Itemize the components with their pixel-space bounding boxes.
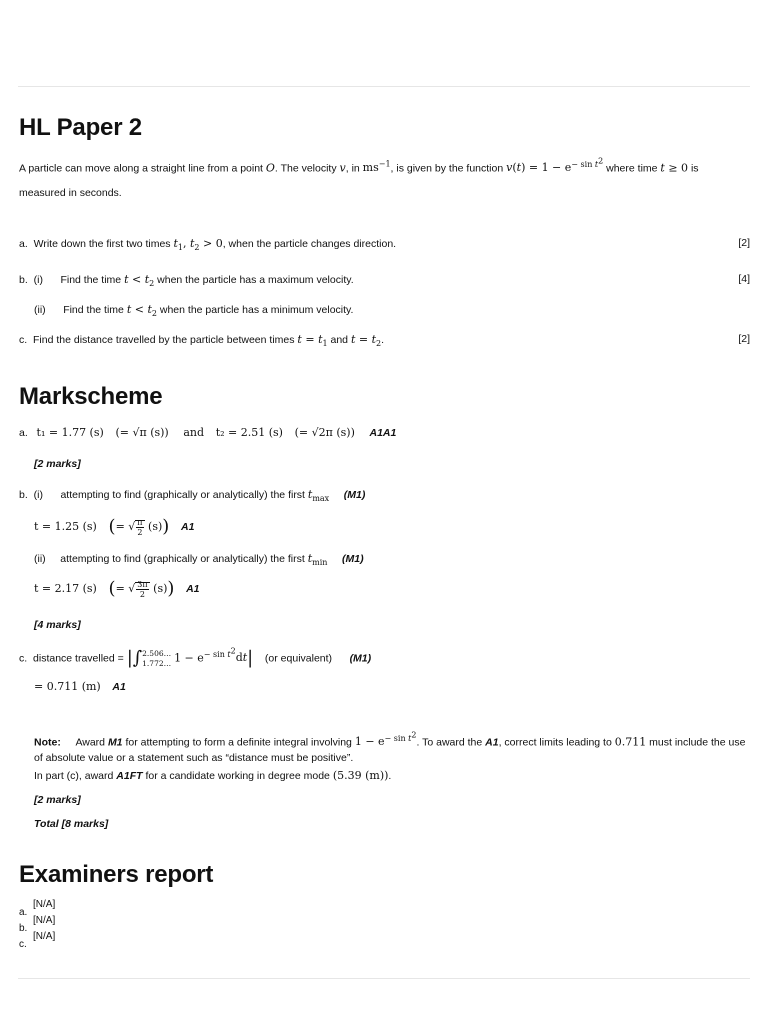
examiners-item-a: a.[N/A] <box>19 899 56 918</box>
markscheme-grand-total: Total [8 marks] <box>34 818 109 830</box>
markscheme-a: a. t₁ = 1.77 (s) (= √π (s)) and t₂ = 2.51 (s) (= √2π (s)) A1A1 <box>19 426 397 439</box>
question-c-marks: [2] <box>738 333 750 345</box>
markscheme-c-total: [2 marks] <box>34 794 81 806</box>
question-c: c. Find the distance travelled by the particle between times $t = t_1$ and $t = t_2$. <box>19 333 385 349</box>
examiners-item-c: c.[N/A] <box>19 931 56 950</box>
markscheme-c-answer: = 0.711 (m) A1 <box>34 680 126 693</box>
markscheme-heading: Markscheme <box>19 383 163 410</box>
markscheme-note-line2: In part (c), award A1FT for a candidate working in degree mode (5.39 (m)). <box>34 769 392 782</box>
markscheme-a-total: [2 marks] <box>34 458 81 470</box>
question-a: a. Write down the first two times $t_1$, $t_2 > 0$, when the particle changes direction. <box>19 237 397 253</box>
markscheme-b-total: [4 marks] <box>34 619 81 631</box>
bottom-divider <box>18 978 750 979</box>
markscheme-b-ii: (ii) attempting to find (graphically or analytically) the first $t_{min}$ (M1) <box>34 552 364 568</box>
question-a-marks: [2] <box>738 237 750 249</box>
question-b-ii: (ii) Find the time $t < t_2$ when the particle has a minimum velocity. <box>34 303 354 319</box>
markscheme-b-i-answer: t = 1.25 (s) (= √ $\frac{\pi}{2}$ (s)) A1 <box>34 516 195 537</box>
markscheme-note: Note: Award M1 for attempting to form a definite integral involving $1 - e^{- sin t^2}$. To award the A1, correct limits leading to 0.711 must include the use of absolute value or a statement such as “distance must be positive”. <box>34 730 746 765</box>
examiners-report-heading: Examiners report <box>19 861 214 888</box>
question-b-marks: [4] <box>738 273 750 285</box>
intro-line-1: A particle can move along a straight line from a point O. The velocity v, in $ms^{-1}$, is given by the function $v(t) = 1 - e^{- sin t^2}$ where time t ≥ 0 is <box>19 156 699 175</box>
markscheme-b-i: b. (i) attempting to find (graphically or analytically) the first $t_{max}$ (M1) <box>19 488 366 504</box>
page-title: HL Paper 2 <box>19 114 142 141</box>
markscheme-b-ii-answer: t = 2.17 (s) (= √ $\frac{3\pi}{2}$ (s)) A1 <box>34 578 200 599</box>
markscheme-c: c. distance travelled = |∫ 2.506… 1.772… $1 - e^{- sin t^2}dt|$ (or equivalent) (M1) <box>19 646 372 669</box>
examiners-item-b: b.[N/A] <box>19 915 56 934</box>
intro-line-2: measured in seconds. <box>19 187 122 199</box>
question-b-i: b. (i) Find the time $t < t_2$ when the particle has a maximum velocity. <box>19 273 354 289</box>
top-divider <box>18 86 750 87</box>
